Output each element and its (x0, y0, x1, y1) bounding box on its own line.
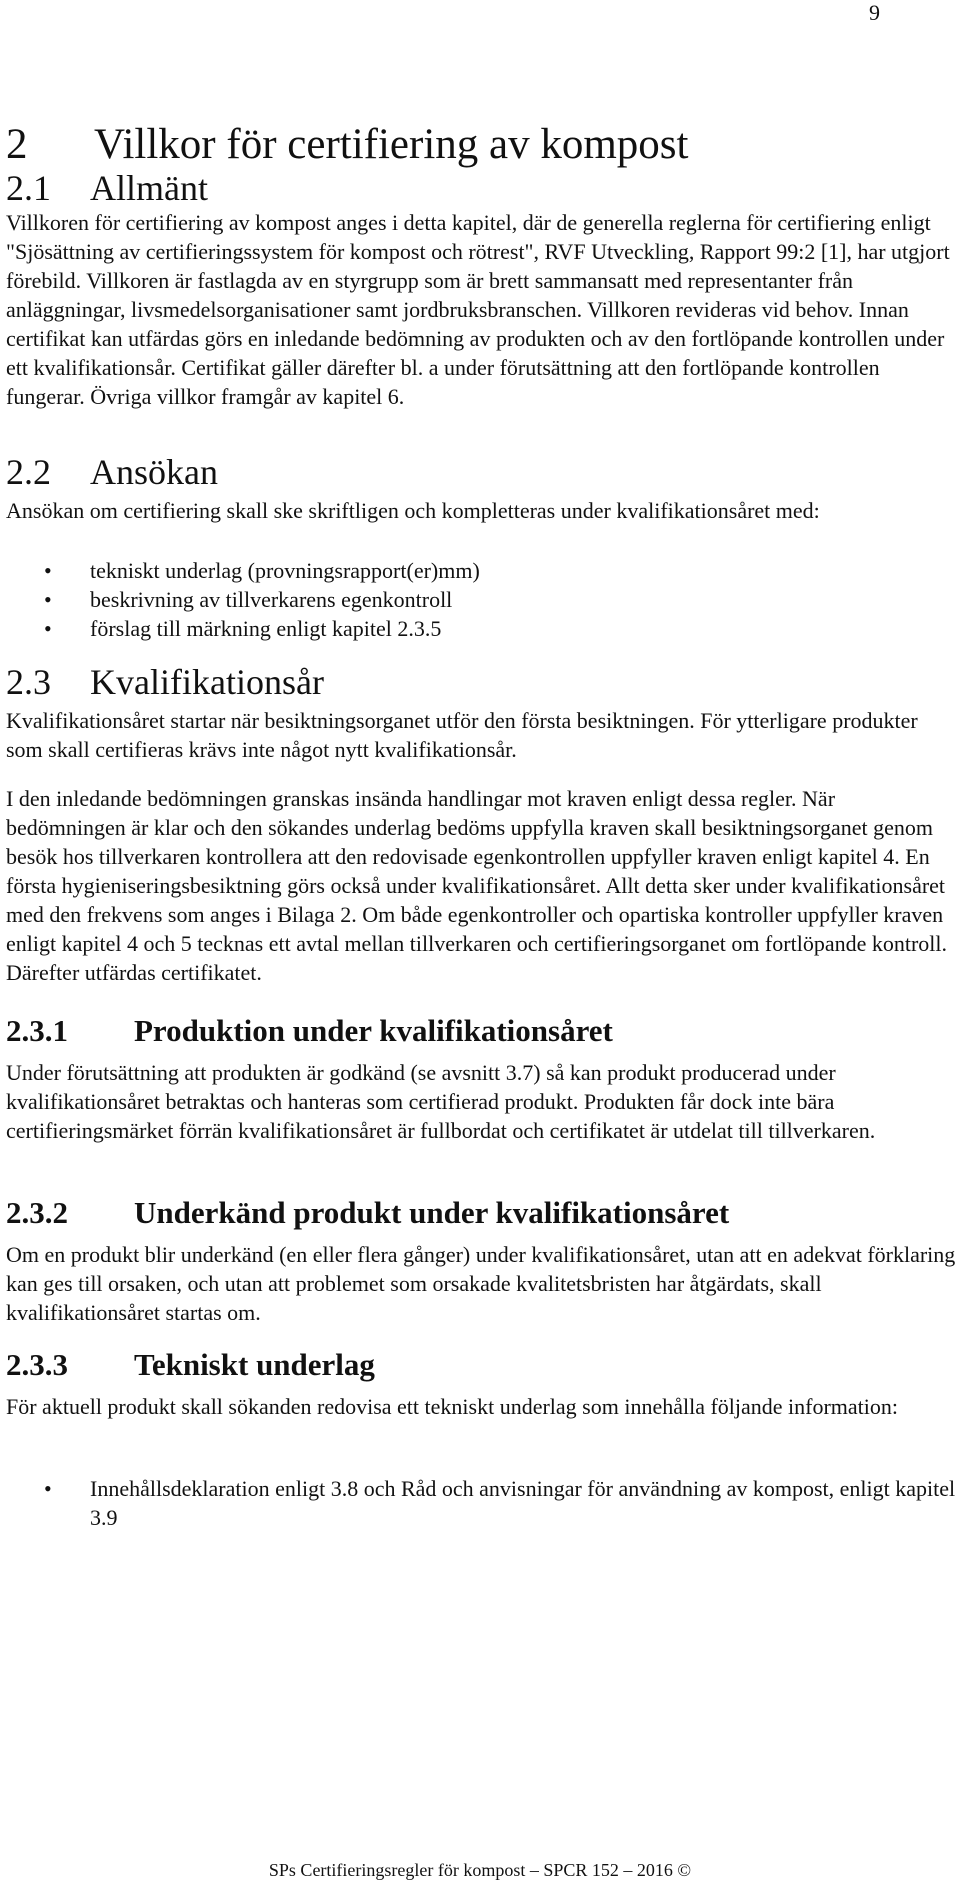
chapter-title: Villkor för certifiering av kompost (94, 121, 689, 168)
subsection-number: 2.3.2 (6, 1195, 68, 1230)
paragraph-allmant: Villkoren för certifiering av kompost anges i detta kapitel, där de generella reglerna för certifiering enligt "Sjösättning av certifieringssystem för kompost och rötrest", RVF Utveckling, Rapport 99:2 [1], har utgjort förebild. Villkoren är fastlagda av en styrgrupp som är brett sammansatt med representanter från anläggningar, livsmedelsorganisationer samt jordbruksbranschen. Villkoren revideras vid behov. Innan certifikat kan utfärdas görs en inledande bedömning av produkten och av den fortlöpande kontrollen under ett kvalifikationsår. Certifikat gäller därefter bl. a under förutsättning att den fortlöpande kontrollen fungerar. Övriga villkor framgår av kapitel 6. (6, 210, 950, 409)
paragraph-kvalifikationsar-1: Kvalifikationsåret startar när besiktningsorganet utför den första besiktningen. För ytterligare produkter som skall certifieras krävs inte något nytt kvalifikationsår. (6, 708, 918, 762)
subsection-heading-2-3-2 (6, 1194, 729, 1232)
list-item (6, 1474, 956, 1532)
section-number: 2.3 (6, 662, 51, 702)
list-item (6, 556, 956, 585)
ansokan-bullet-list (6, 556, 956, 643)
bullet-icon: • (44, 558, 52, 583)
list-item (6, 614, 956, 643)
paragraph-produktion: Under förutsättning att produkten är godkänd (se avsnitt 3.7) så kan produkt producerad under kvalifikationsåret betraktas och hanteras som certifierad produkt. Produkten får dock inte bära certifieringsmärket förrän kvalifikationsåret är fullbordat och certifikatet är utdelat till tillverkaren. (6, 1060, 876, 1143)
chapter-number: 2 (6, 121, 28, 168)
page-footer: SPs Certifieringsregler för kompost – SPCR 152 – 2016 © (268, 1860, 692, 1880)
paragraph-ansokan: Ansökan om certifiering skall ske skriftligen och kompletteras under kvalifikationsåret med: (6, 498, 820, 523)
subsection-title: Produktion under kvalifikationsåret (134, 1013, 613, 1048)
bullet-icon: • (44, 587, 52, 612)
chapter-heading (6, 120, 688, 170)
section-heading-2-3 (6, 660, 324, 704)
bullet-icon: • (44, 1476, 52, 1501)
list-item-text: beskrivning av tillverkarens egenkontroll (90, 587, 453, 612)
subsection-title: Tekniskt underlag (134, 1347, 375, 1382)
subsection-number: 2.3.3 (6, 1347, 68, 1382)
paragraph-tekniskt-underlag: För aktuell produkt skall sökanden redovisa ett tekniskt underlag som innehålla följande information: (6, 1394, 899, 1419)
section-title: Allmänt (90, 168, 208, 208)
list-item-text: Innehållsdeklaration enligt 3.8 och Råd och anvisningar för användning av kompost, enligt kapitel 3.9 (90, 1476, 956, 1530)
section-title: Kvalifikationsår (90, 662, 324, 702)
section-heading-2-2 (6, 450, 218, 494)
subsection-heading-2-3-1 (6, 1012, 613, 1050)
section-title: Ansökan (90, 452, 218, 492)
subsection-number: 2.3.1 (6, 1013, 68, 1048)
subsection-heading-2-3-3 (6, 1346, 375, 1384)
bullet-icon: • (44, 616, 52, 641)
section-heading-2-1 (6, 166, 208, 210)
tekniskt-underlag-bullet-list (6, 1474, 956, 1532)
section-number: 2.2 (6, 452, 51, 492)
list-item-text: tekniskt underlag (provningsrapport(er)mm) (90, 558, 480, 583)
paragraph-underkand: Om en produkt blir underkänd (en eller flera gånger) under kvalifikationsåret, utan att en adekvat förklaring kan ges till orsaken, och utan att problemet som orsakade kvalitetsbristen har åtgärdats, skall kvalifikationsåret startas om. (6, 1242, 956, 1325)
page-number: 9 (869, 0, 880, 25)
list-item (6, 585, 956, 614)
subsection-title: Underkänd produkt under kvalifikationsåret (134, 1195, 730, 1230)
paragraph-kvalifikationsar-2: I den inledande bedömningen granskas insända handlingar mot kraven enligt dessa regler. När bedömningen är klar och den sökandes underlag bedöms uppfylla kraven skall besiktningsorganet genom besök hos tillverkaren kontrollera att den redovisade egenkontrollen uppfyller kraven enligt kapitel 4. En första hygieniseringsbesiktning görs också under kvalifikationsåret. Allt detta sker under kvalifikationsåret med den frekvens som anges i Bilaga 2. Om både egenkontroller och opartiska kontroller uppfyller kraven enligt kapitel 4 och 5 tecknas ett avtal mellan tillverkaren och certifieringsorganet om fortlöpande kontroll. Därefter utfärdas certifikatet. (6, 786, 948, 985)
section-number: 2.1 (6, 168, 51, 208)
list-item-text: förslag till märkning enligt kapitel 2.3.5 (90, 616, 442, 641)
